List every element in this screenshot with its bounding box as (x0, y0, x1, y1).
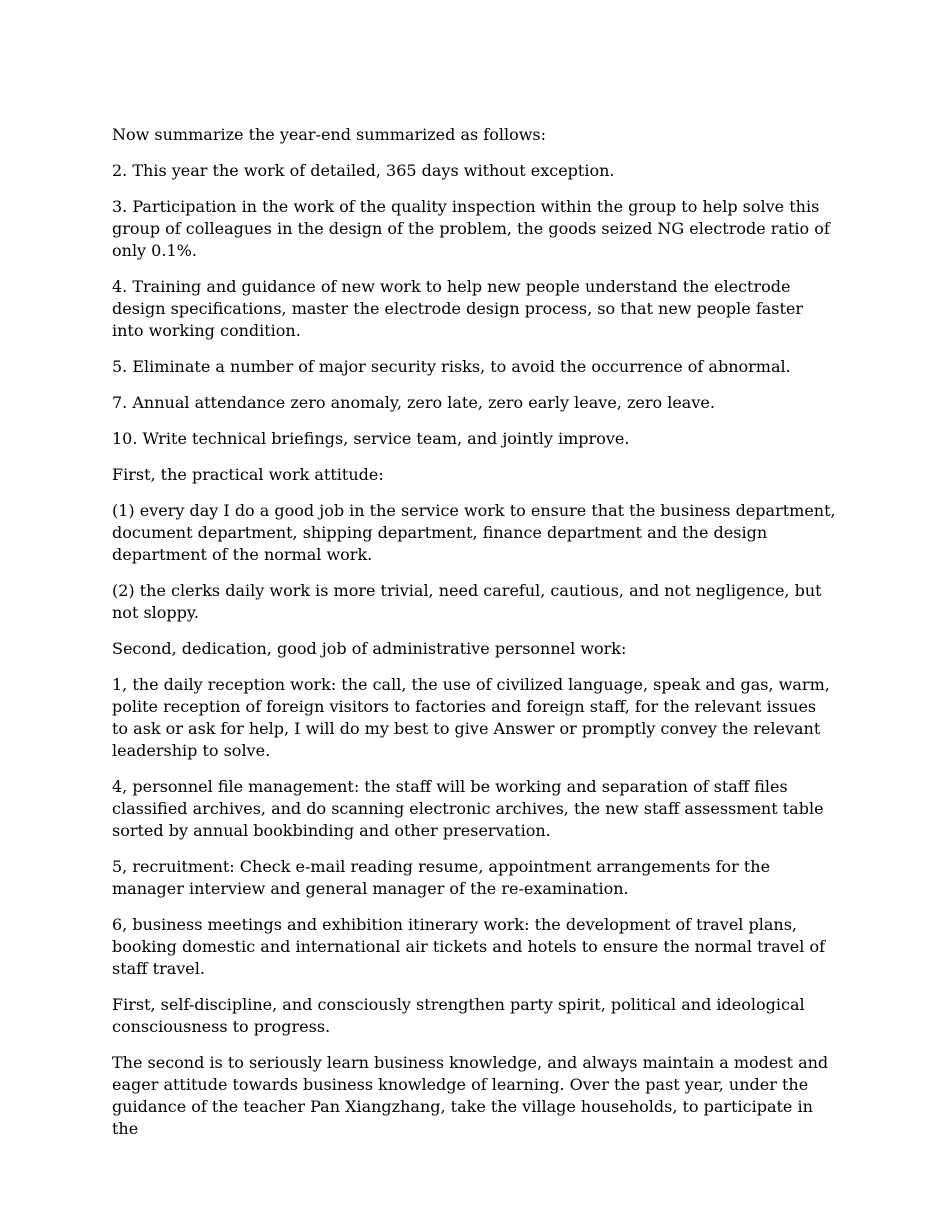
paragraph-item-5: 5. Eliminate a number of major security risks, to avoid the occurrence of abnormal. (112, 357, 791, 376)
paragraph-reception: 1, the daily reception work: the call, the use of civilized language, speak and gas, warm, polite reception of foreign visitors to factories and foreign staff, for the relevant issues to ask or ask for help, I will do my best to give Answer or promptly convey the relevant leadership to solve. (112, 675, 830, 760)
paragraph-heading-dedication: Second, dedication, good job of administrative personnel work: (112, 639, 627, 658)
paragraph-heading-work-attitude: First, the practical work attitude: (112, 465, 384, 484)
paragraph-business-meetings: 6, business meetings and exhibition itinerary work: the development of travel plans, booking domestic and international air tickets and hotels to ensure the normal travel of staff travel. (112, 915, 826, 978)
paragraph-item-7: 7. Annual attendance zero anomaly, zero late, zero early leave, zero leave. (112, 393, 715, 412)
paragraph-self-discipline: First, self-discipline, and consciously strengthen party spirit, political and ideological consciousness to progress. (112, 995, 805, 1036)
paragraph-item-4: 4. Training and guidance of new work to help new people understand the electrode design specifications, master the electrode design process, so that new people faster into working condition. (112, 277, 804, 340)
document-page (112, 124, 836, 1154)
paragraph-item-10: 10. Write technical briefings, service team, and jointly improve. (112, 429, 630, 448)
paragraph-item-2: 2. This year the work of detailed, 365 days without exception. (112, 161, 615, 180)
paragraph-learning: The second is to seriously learn business knowledge, and always maintain a modest and eager attitude towards business knowledge of learning. Over the past year, under the guidance of the teacher Pan Xiangzhang, take the village households, to participate in the (112, 1053, 829, 1138)
paragraph-item-3: 3. Participation in the work of the quality inspection within the group to help solve this group of colleagues in the design of the problem, the goods seized NG electrode ratio of only 0.1%. (112, 197, 830, 260)
paragraph-attitude-2: (2) the clerks daily work is more trivial, need careful, cautious, and not negligence, but not sloppy. (112, 581, 822, 622)
paragraph-personnel-files: 4, personnel file management: the staff will be working and separation of staff files classified archives, and do scanning electronic archives, the new staff assessment table sorted by annual bookbinding and other preservation. (112, 777, 824, 840)
paragraph-intro: Now summarize the year-end summarized as follows: (112, 125, 546, 144)
paragraph-recruitment: 5, recruitment: Check e-mail reading resume, appointment arrangements for the manager interview and general manager of the re-examination. (112, 857, 771, 898)
paragraph-attitude-1: (1) every day I do a good job in the service work to ensure that the business department, document department, shipping department, finance department and the design department of the normal work. (112, 501, 836, 564)
